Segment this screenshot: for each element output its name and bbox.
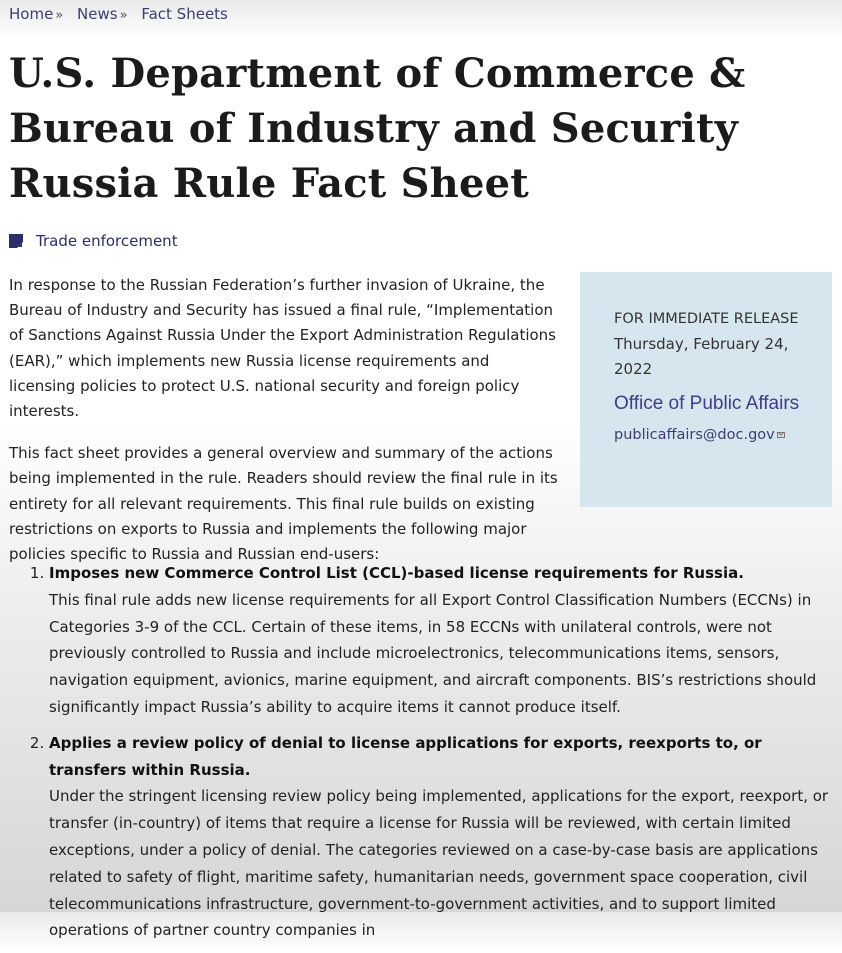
release-office: Office of Public Affairs <box>614 393 800 414</box>
release-box <box>580 272 832 507</box>
release-email-link[interactable]: publicaffairs@doc.gov <box>614 427 775 443</box>
list-item <box>49 730 830 944</box>
breadcrumb-fact-sheets[interactable]: Fact Sheets <box>141 5 228 23</box>
release-date: Thursday, February 24, 2022 <box>614 335 789 378</box>
intro <box>9 273 559 584</box>
policy-body: Under the stringent licensing review policy being implemented, applications for the export, reexport, or transfer (in-country) of items that require a license for Russia will be reviewed, with certain limited exceptions, under a policy of denial. The categories reviewed on a case-by-case basis are applications related to safety of flight, maritime safety, humanitarian needs, government space cooperation, civil telecommunications infrastructure, government-to-government activities, and to support limited operations of partner country companies in <box>49 787 829 940</box>
intro-paragraph: This fact sheet provides a general overview and summary of the actions being implemented in the rule. Readers should review the final rule in its entirety for all relevant requirements. This final rule builds on existing restrictions on exports to Russia and implements the following major policies specific to Russia and Russian end-users: <box>9 444 558 564</box>
release-kicker: FOR IMMEDIATE RELEASE <box>614 311 799 327</box>
policy-heading: Imposes new Commerce Control List (CCL)-based license requirements for Russia. <box>49 564 744 582</box>
policy-heading: Applies a review policy of denial to license applications for exports, reexports to, or transfers within Russia. <box>49 733 762 779</box>
mail-icon <box>777 432 785 438</box>
breadcrumb-separator: » <box>55 8 64 23</box>
breadcrumb-home[interactable]: Home <box>9 5 54 23</box>
list-item <box>49 560 830 721</box>
intro-paragraph: In response to the Russian Federation’s further invasion of Ukraine, the Bureau of Industry and Security has issued a final rule, “Implementation of Sanctions Against Russia Under the Export Administration Regulations (EAR),” which implements new Russia license requirements and licensing policies to protect U.S. national security and foreign policy interests. <box>9 276 557 421</box>
topic-tag <box>9 232 178 250</box>
breadcrumb-separator: » <box>119 8 128 23</box>
policy-body: This final rule adds new license requirements for all Export Control Classification Numbers (ECCNs) in Categories 3-9 of the CCL. Certain of these items, in 58 ECCNs with unilateral controls, were not previously controlled to Russia and include microelectronics, telecommunications items, sensors, navigation equipment, avionics, marine equipment, and aircraft components. BIS’s restrictions should significantly impact Russia’s ability to acquire items it cannot produce itself. <box>49 590 817 716</box>
release-email-line <box>614 424 812 446</box>
policy-list <box>9 560 830 953</box>
topic-link-trade-enforcement[interactable]: Trade enforcement <box>36 232 178 250</box>
breadcrumb <box>9 5 228 23</box>
page-title: U.S. Department of Commerce & Bureau of Industry and Security Russia Rule Fact Sheet <box>9 50 746 207</box>
breadcrumb-news[interactable]: News <box>77 5 118 23</box>
tag-icon <box>9 234 23 248</box>
